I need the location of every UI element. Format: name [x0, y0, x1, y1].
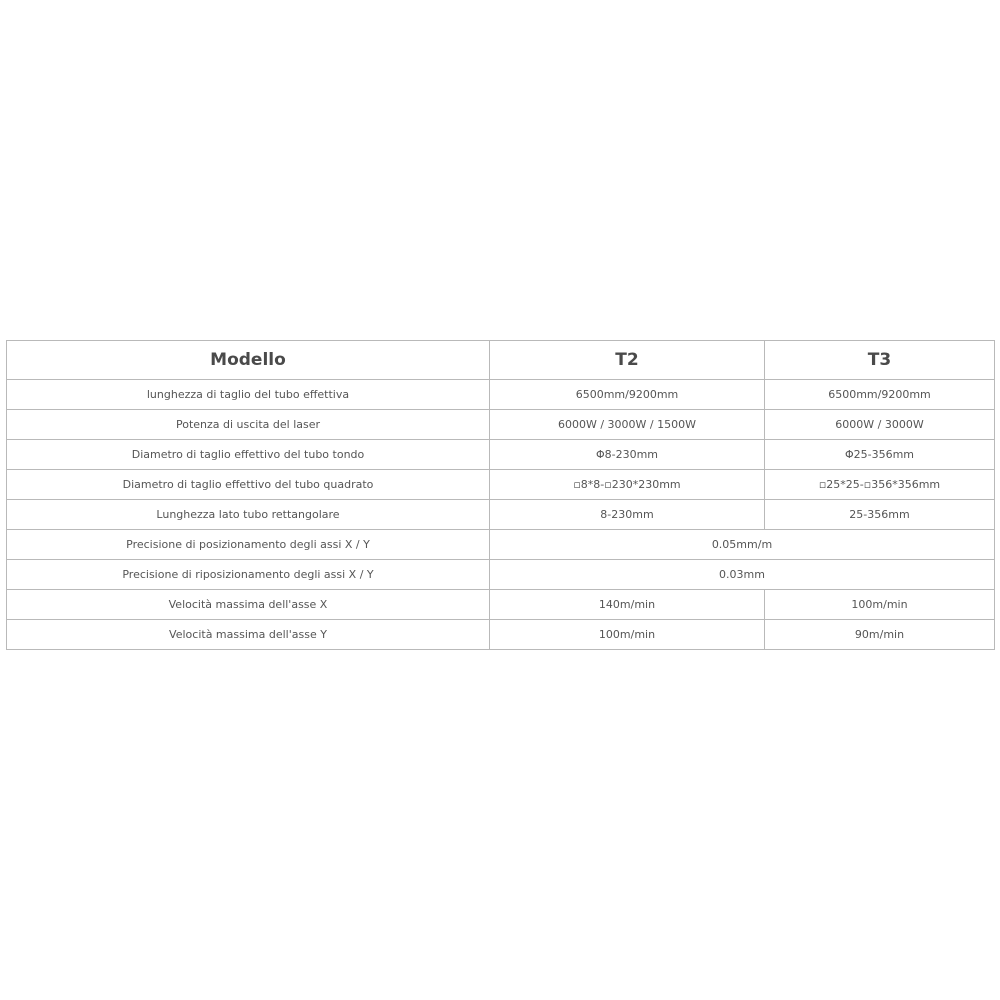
- header-t2: T2: [490, 341, 765, 380]
- table-row: [7, 470, 995, 500]
- cell-t2: ▫8*8-▫230*230mm: [490, 470, 765, 500]
- cell-t2: Φ8-230mm: [490, 440, 765, 470]
- table-row: [7, 380, 995, 410]
- cell-shared: 0.05mm/m: [490, 530, 995, 560]
- spec-table: [6, 340, 995, 650]
- table-row: [7, 530, 995, 560]
- row-label: lunghezza di taglio del tubo effettiva: [7, 380, 490, 410]
- cell-t3: 6500mm/9200mm: [765, 380, 995, 410]
- cell-t3: 100m/min: [765, 590, 995, 620]
- header-t3: T3: [765, 341, 995, 380]
- table-row: [7, 500, 995, 530]
- row-label: Potenza di uscita del laser: [7, 410, 490, 440]
- header-model: Modello: [7, 341, 490, 380]
- row-label: Precisione di posizionamento degli assi X / Y: [7, 530, 490, 560]
- cell-t3: 90m/min: [765, 620, 995, 650]
- cell-shared: 0.03mm: [490, 560, 995, 590]
- table-row: [7, 590, 995, 620]
- cell-t3: 25-356mm: [765, 500, 995, 530]
- cell-t2: 6500mm/9200mm: [490, 380, 765, 410]
- table-row: [7, 410, 995, 440]
- cell-t2: 100m/min: [490, 620, 765, 650]
- cell-t3: Φ25-356mm: [765, 440, 995, 470]
- table-row: [7, 440, 995, 470]
- row-label: Lunghezza lato tubo rettangolare: [7, 500, 490, 530]
- cell-t2: 8-230mm: [490, 500, 765, 530]
- row-label: Velocità massima dell'asse X: [7, 590, 490, 620]
- table-row: [7, 620, 995, 650]
- cell-t3: 6000W / 3000W: [765, 410, 995, 440]
- cell-t3: ▫25*25-▫356*356mm: [765, 470, 995, 500]
- row-label: Precisione di riposizionamento degli assi X / Y: [7, 560, 490, 590]
- cell-t2: 140m/min: [490, 590, 765, 620]
- table-header-row: [7, 341, 995, 380]
- row-label: Diametro di taglio effettivo del tubo quadrato: [7, 470, 490, 500]
- row-label: Diametro di taglio effettivo del tubo tondo: [7, 440, 490, 470]
- cell-t2: 6000W / 3000W / 1500W: [490, 410, 765, 440]
- table-row: [7, 560, 995, 590]
- row-label: Velocità massima dell'asse Y: [7, 620, 490, 650]
